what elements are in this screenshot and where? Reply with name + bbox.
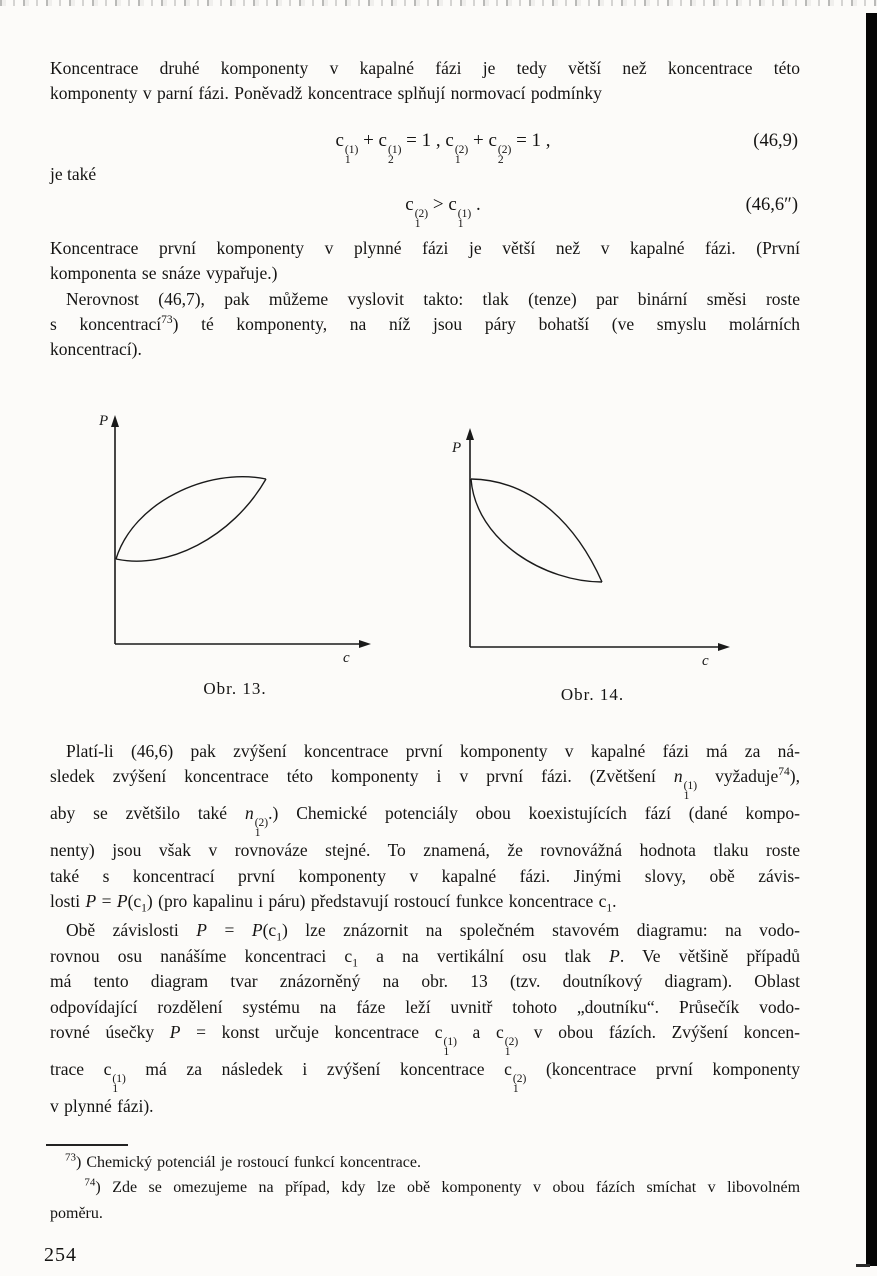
equation-46-9: [50, 124, 800, 166]
paragraph-3: [50, 287, 800, 363]
text-line: Koncentrace druhé komponenty v kapalné fázi je tedy větší než koncentrace této: [50, 58, 800, 78]
paragraph-1: [50, 56, 800, 107]
figure-obr-14: [450, 422, 735, 667]
footnote-marker: 74: [84, 1176, 96, 1189]
x-axis-label: c: [702, 652, 709, 667]
text-line: Platí-li (46,6) pak zvýšení koncentrace první komponenty v kapalné fázi má za ná-: [66, 740, 800, 761]
text-line: komponenty v parní fázi. Poněvadž koncentrace splňují normovací podmínky: [50, 83, 602, 104]
scan-edge-noise: [0, 0, 877, 6]
footnote-text: Zde se omezujeme na případ, kdy lze obě komponenty v obou fázích smíchat v libovolném: [112, 1179, 801, 1196]
footnote-marker: 73: [65, 1151, 76, 1164]
equation-body: c (2) 1 > c (1) 1 .: [405, 193, 481, 230]
text-line: losti $P = P(c_1)$ (pro kapalinu i páru) představují rostoucí funkce koncentrace $c_1$.: [50, 891, 617, 915]
text-line: koncentrací).: [50, 339, 142, 360]
equation-number: (46,9): [753, 130, 798, 151]
arrow-right-icon: [718, 643, 730, 651]
text-line: odpovídající rozdělení systému na fáze leží uvnitř tohoto „doutníku“. Průsečík vodo-: [50, 996, 800, 1017]
lens-upper-curve: [116, 477, 266, 559]
arrow-up-icon: [111, 415, 119, 427]
x-axis-label: c: [343, 649, 350, 666]
text-line: také s koncentrací první komponenty v kapalné fázi. Jinými slovy, obě závis-: [50, 865, 800, 886]
footnote-divider: [46, 1144, 128, 1146]
text-line: nenty) jsou však v rovnováze stejné. To znamená, že rovnovážná hodnota tlaku roste: [50, 840, 800, 861]
text-line: Obě závislosti $P = P(c_1)$ lze znázornit na společném stavovém diagramu: na vodo-: [66, 920, 801, 944]
text-line: trace c (1) 1 má za následek i zvýšení koncentrace c (2) 1 (koncentrace první komponenty: [50, 1059, 800, 1096]
arrow-up-icon: [466, 428, 474, 440]
text-line: rovné úsečky P = konst určuje koncentrace c (1) 1 a c (2) 1 v obou fázích. Zvýšení koncen-: [50, 1022, 800, 1059]
paragraph-5: [50, 918, 800, 1119]
scan-black-bar: [866, 13, 877, 1266]
text-line: sledek zvýšení koncentrace této komponenty i v první fázi. (Zvětšení n (1) 1 vyžaduje$^{74}$),: [50, 766, 800, 803]
text-line: s koncentrací$^{73}$) té komponenty, na níž jsou páry bohatší (ve smyslu molárních: [50, 314, 800, 335]
footnote-73: $^{73}$) Chemický potenciál je rostoucí funkcí koncentrace.: [65, 1151, 421, 1171]
footnote-text: poměru.: [50, 1204, 103, 1222]
figure-caption: Obr. 14.: [560, 684, 625, 704]
paragraph-4: [50, 739, 800, 915]
lens-lower-curve: [471, 479, 602, 582]
lens-upper-curve: [471, 479, 602, 582]
text-line: aby se zvětšilo také n (2) 1 .) Chemické potenciály obou koexistujících fází (dané kompo-: [50, 803, 800, 840]
figure-obr-13: [95, 407, 375, 667]
text-column: [44, 56, 801, 1267]
footnote-text: Chemický potenciál je rostoucí funkcí koncentrace.: [86, 1153, 421, 1171]
text-line: rovnou osu nanášíme koncentraci $c_1$ a na vertikální osu tlak P. Ve většině případů: [50, 945, 800, 970]
text-line: má tento diagram tvar znázorněný na obr. 13 (tzv. doutníkový diagram). Oblast: [50, 971, 800, 992]
connector-text: je také: [50, 163, 97, 184]
text-line: komponenta se snáze vypařuje.): [50, 263, 278, 284]
text-line: Koncentrace první komponenty v plynné fázi je větší než v kapalné fázi. (První: [50, 237, 800, 258]
arrow-right-icon: [359, 640, 371, 648]
text-line: Nerovnost (46,7), pak můžeme vyslovit takto: tlak (tenze) par binární směsi roste: [66, 288, 800, 309]
scan-mark: [856, 1264, 870, 1267]
y-axis-label: P: [452, 439, 462, 456]
figure-caption: Obr. 13.: [203, 678, 267, 698]
figures-row: [50, 407, 800, 715]
equation-46-6pp: [50, 188, 800, 230]
footnote-74: $^{74}$) Zde se omezujeme na případ, kdy lze obě komponenty v obou fázích smíchat v libovolném poměru.: [50, 1175, 800, 1226]
equation-body: c (1) 1 + c (1) 2 = 1 , c (2) 1 + c (2) 2 = 1 ,: [335, 129, 551, 166]
y-axis-label: P: [99, 412, 109, 429]
equation-number: (46,6″): [745, 194, 798, 215]
text-line: v plynné fázi).: [50, 1096, 154, 1117]
paragraph-2: [50, 236, 800, 287]
page-number: 254: [44, 1244, 77, 1266]
